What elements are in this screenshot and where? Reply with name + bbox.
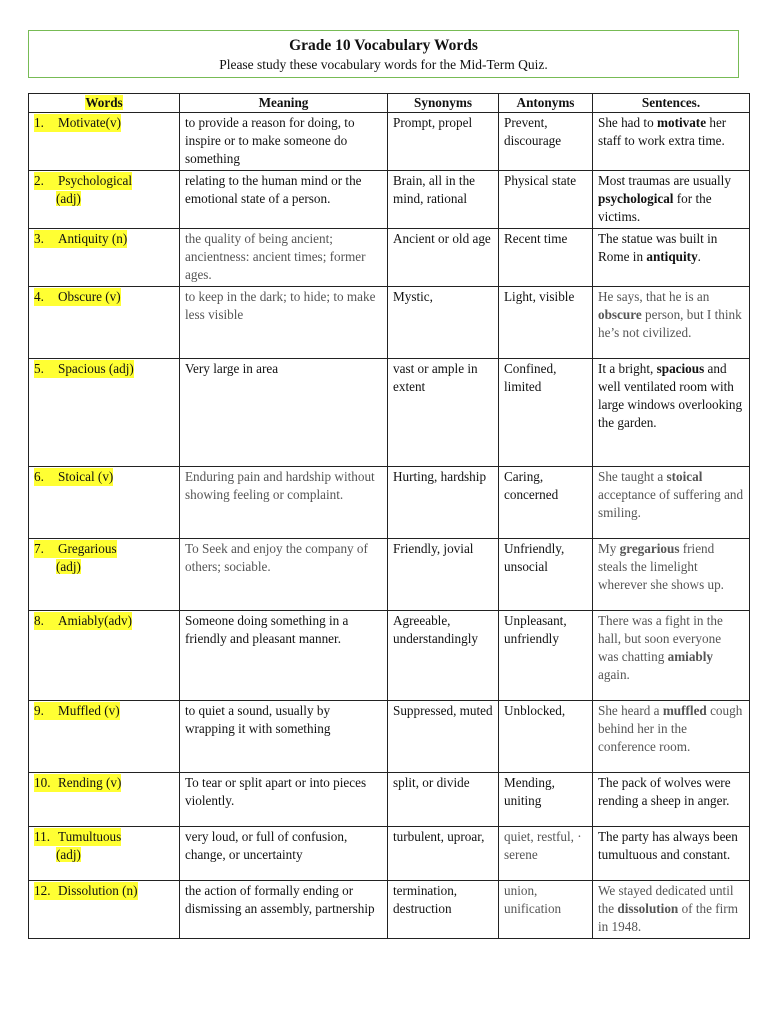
word-cell bbox=[29, 827, 180, 881]
sentence-text: The pack of wolves were rending a sheep in anger. bbox=[598, 775, 731, 808]
sentence-cell bbox=[593, 467, 750, 539]
antonyms-cell: Prevent, discourage bbox=[499, 113, 593, 171]
antonyms-cell: Unfriendly, unsocial bbox=[499, 539, 593, 611]
sentence-text: The party has always been tumultuous and constant. bbox=[598, 829, 738, 862]
sentence-text-end: person, but I think he’s not civilized. bbox=[598, 307, 742, 340]
sentence-cell bbox=[593, 229, 750, 287]
word-term: Spacious (adj) bbox=[58, 361, 134, 376]
meaning-cell: very loud, or full of confusion, change, or uncertainty bbox=[180, 827, 388, 881]
synonyms-cell: Brain, all in the mind, rational bbox=[388, 171, 499, 229]
sentence-text: There was a fight in the hall, but soon everyone was chatting bbox=[598, 613, 723, 664]
table-row bbox=[29, 171, 750, 229]
meaning-cell: Very large in area bbox=[180, 359, 388, 467]
meaning-cell: To tear or split apart or into pieces violently. bbox=[180, 773, 388, 827]
synonyms-cell: Hurting, hardship bbox=[388, 467, 499, 539]
word-cell bbox=[29, 539, 180, 611]
column-header-meaning: Meaning bbox=[180, 94, 388, 113]
sentence-text: She heard a bbox=[598, 703, 663, 718]
meaning-cell: Someone doing something in a friendly and pleasant manner. bbox=[180, 611, 388, 701]
synonyms-cell: turbulent, uproar, bbox=[388, 827, 499, 881]
sentence-text-end: her staff to work extra time. bbox=[598, 115, 727, 148]
sentence-cell bbox=[593, 113, 750, 171]
word-term: Amiably(adv) bbox=[58, 613, 132, 628]
word-number: 10. bbox=[34, 774, 58, 792]
sentence-text-end: of the firm in 1948. bbox=[598, 901, 738, 934]
table-row bbox=[29, 827, 750, 881]
word-part-of-speech: (adj) bbox=[56, 559, 81, 574]
word-term: Rending (v) bbox=[58, 775, 122, 790]
word-cell bbox=[29, 171, 180, 229]
sentence-keyword: gregarious bbox=[619, 541, 680, 556]
table-row bbox=[29, 467, 750, 539]
sentence-cell bbox=[593, 287, 750, 359]
sentence-text: She had to bbox=[598, 115, 657, 130]
antonyms-cell: union, unification bbox=[499, 881, 593, 939]
word-number: 6. bbox=[34, 468, 58, 486]
sentence-text: The statue was built in Rome in bbox=[598, 231, 718, 264]
table-row bbox=[29, 539, 750, 611]
header-box bbox=[28, 30, 739, 78]
sentence-cell bbox=[593, 881, 750, 939]
synonyms-cell: split, or divide bbox=[388, 773, 499, 827]
table-row bbox=[29, 229, 750, 287]
sentence-keyword: dissolution bbox=[617, 901, 679, 916]
table-row bbox=[29, 611, 750, 701]
sentence-cell bbox=[593, 827, 750, 881]
synonyms-cell: Suppressed, muted bbox=[388, 701, 499, 773]
sentence-text-end: again. bbox=[598, 667, 630, 682]
word-part-of-speech: (adj) bbox=[56, 847, 81, 862]
meaning-cell: to keep in the dark; to hide; to make less visible bbox=[180, 287, 388, 359]
sentence-keyword: muffled bbox=[662, 703, 707, 718]
antonyms-cell: Physical state bbox=[499, 171, 593, 229]
word-cell bbox=[29, 701, 180, 773]
word-cell bbox=[29, 287, 180, 359]
sentence-text-end: friend steals the limelight wherever she shows up. bbox=[598, 541, 724, 592]
sentence-cell bbox=[593, 701, 750, 773]
word-number: 2. bbox=[34, 172, 58, 190]
meaning-cell: to quiet a sound, usually by wrapping it with something bbox=[180, 701, 388, 773]
sentence-cell bbox=[593, 773, 750, 827]
sentence-cell bbox=[593, 171, 750, 229]
synonyms-cell: Prompt, propel bbox=[388, 113, 499, 171]
column-header-antonyms: Antonyms bbox=[499, 94, 593, 113]
sentence-keyword: psychological bbox=[598, 191, 674, 206]
word-term: Psychological bbox=[58, 173, 132, 188]
sentence-keyword: amiably bbox=[667, 649, 714, 664]
sentence-text-end: for the victims. bbox=[598, 191, 712, 224]
antonyms-cell: Caring, concerned bbox=[499, 467, 593, 539]
synonyms-cell: Ancient or old age bbox=[388, 229, 499, 287]
word-part-of-speech: (adj) bbox=[56, 191, 81, 206]
sentence-text: Most traumas are usually bbox=[598, 173, 731, 188]
meaning-cell: the action of formally ending or dismissing an assembly, partnership bbox=[180, 881, 388, 939]
sentence-text: He says, that he is an bbox=[598, 289, 710, 304]
meaning-cell: to provide a reason for doing, to inspire or to make someone do something bbox=[180, 113, 388, 171]
sentence-text-end: cough behind her in the conference room. bbox=[598, 703, 743, 754]
sentence-keyword: stoical bbox=[666, 469, 703, 484]
word-cell bbox=[29, 359, 180, 467]
table-row bbox=[29, 113, 750, 171]
antonyms-cell: quiet, restful, · serene bbox=[499, 827, 593, 881]
sentence-text: She taught a bbox=[598, 469, 667, 484]
sentence-keyword: spacious bbox=[656, 361, 705, 376]
word-number: 11. bbox=[34, 828, 58, 846]
column-header-synonyms: Synonyms bbox=[388, 94, 499, 113]
page-title: Grade 10 Vocabulary Words bbox=[289, 37, 478, 54]
sentence-text-end: and well ventilated room with large windows overlooking the garden. bbox=[598, 361, 743, 430]
sentence-keyword: motivate bbox=[656, 115, 707, 130]
synonyms-cell: Mystic, bbox=[388, 287, 499, 359]
word-cell bbox=[29, 773, 180, 827]
word-term: Obscure (v) bbox=[58, 289, 121, 304]
word-cell bbox=[29, 113, 180, 171]
vocabulary-table bbox=[28, 93, 750, 939]
word-number: 7. bbox=[34, 540, 58, 558]
table-row bbox=[29, 287, 750, 359]
sentence-cell bbox=[593, 359, 750, 467]
word-term: Motivate(v) bbox=[58, 115, 121, 130]
table-header-row bbox=[29, 94, 750, 113]
word-number: 9. bbox=[34, 702, 58, 720]
sentence-text-end: . bbox=[697, 249, 701, 264]
antonyms-cell: Mending, uniting bbox=[499, 773, 593, 827]
meaning-cell: Enduring pain and hardship without showing feeling or complaint. bbox=[180, 467, 388, 539]
antonyms-cell: Unblocked, bbox=[499, 701, 593, 773]
word-term: Gregarious bbox=[58, 541, 117, 556]
antonyms-cell: Unpleasant, unfriendly bbox=[499, 611, 593, 701]
sentence-text: We stayed dedicated until the bbox=[598, 883, 734, 916]
word-cell bbox=[29, 467, 180, 539]
table-row bbox=[29, 359, 750, 467]
column-header-words: Words bbox=[29, 94, 180, 113]
word-term: Muffled (v) bbox=[58, 703, 120, 718]
word-number: 4. bbox=[34, 288, 58, 306]
word-number: 3. bbox=[34, 230, 58, 248]
column-header-sentences: Sentences. bbox=[593, 94, 750, 113]
table-row bbox=[29, 881, 750, 939]
word-term: Stoical (v) bbox=[58, 469, 114, 484]
sentence-keyword: obscure bbox=[598, 307, 642, 322]
word-cell bbox=[29, 881, 180, 939]
word-term: Tumultuous bbox=[58, 829, 122, 844]
antonyms-cell: Recent time bbox=[499, 229, 593, 287]
sentence-text-end: acceptance of suffering and smiling. bbox=[598, 487, 744, 520]
synonyms-cell: Friendly, jovial bbox=[388, 539, 499, 611]
synonyms-cell: termination, destruction bbox=[388, 881, 499, 939]
meaning-cell: the quality of being ancient; ancientness: ancient times; former ages. bbox=[180, 229, 388, 287]
word-term: Antiquity (n) bbox=[58, 231, 128, 246]
table-row bbox=[29, 773, 750, 827]
meaning-cell: To Seek and enjoy the company of others; sociable. bbox=[180, 539, 388, 611]
sentence-keyword: antiquity bbox=[646, 249, 698, 264]
word-term: Dissolution (n) bbox=[58, 883, 138, 898]
word-number: 8. bbox=[34, 612, 58, 630]
sentence-cell bbox=[593, 611, 750, 701]
word-cell bbox=[29, 611, 180, 701]
sentence-cell bbox=[593, 539, 750, 611]
word-number: 5. bbox=[34, 360, 58, 378]
word-number: 1. bbox=[34, 114, 58, 132]
sentence-text: It a bright, bbox=[598, 361, 657, 376]
page-subtitle: Please study these vocabulary words for the Mid-Term Quiz. bbox=[219, 57, 548, 72]
table-row bbox=[29, 701, 750, 773]
word-number: 12. bbox=[34, 882, 58, 900]
antonyms-cell: Light, visible bbox=[499, 287, 593, 359]
synonyms-cell: vast or ample in extent bbox=[388, 359, 499, 467]
sentence-text: My bbox=[598, 541, 620, 556]
synonyms-cell: Agreeable, understandingly bbox=[388, 611, 499, 701]
antonyms-cell: Confined, limited bbox=[499, 359, 593, 467]
meaning-cell: relating to the human mind or the emotional state of a person. bbox=[180, 171, 388, 229]
word-cell bbox=[29, 229, 180, 287]
